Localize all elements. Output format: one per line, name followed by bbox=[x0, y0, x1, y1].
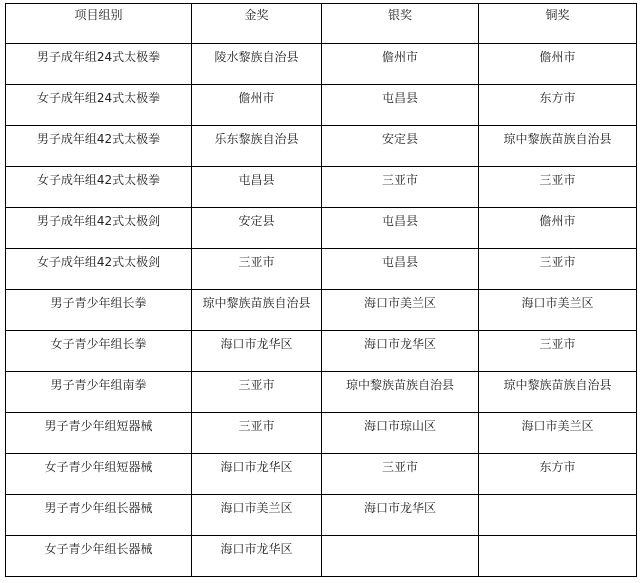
cell-silver: 琼中黎族苗族自治县 bbox=[322, 372, 479, 413]
table-row bbox=[6, 495, 637, 536]
cell-gold: 陵水黎族自治县 bbox=[192, 44, 322, 85]
cell-event: 女子成年组42式太极拳 bbox=[6, 167, 192, 208]
cell-gold: 海口市龙华区 bbox=[192, 331, 322, 372]
header-silver: 银奖 bbox=[322, 4, 479, 44]
table-row bbox=[6, 331, 637, 372]
cell-gold: 三亚市 bbox=[192, 372, 322, 413]
cell-event: 男子青少年组长器械 bbox=[6, 495, 192, 536]
cell-gold: 乐东黎族自治县 bbox=[192, 126, 322, 167]
cell-bronze: 琼中黎族苗族自治县 bbox=[479, 126, 637, 167]
cell-gold: 三亚市 bbox=[192, 413, 322, 454]
cell-bronze: 东方市 bbox=[479, 454, 637, 495]
header-bronze: 铜奖 bbox=[479, 4, 637, 44]
header-gold: 金奖 bbox=[192, 4, 322, 44]
cell-bronze: 儋州市 bbox=[479, 44, 637, 85]
cell-bronze: 海口市美兰区 bbox=[479, 290, 637, 331]
cell-silver: 屯昌县 bbox=[322, 85, 479, 126]
cell-event: 女子成年组24式太极拳 bbox=[6, 85, 192, 126]
cell-silver: 安定县 bbox=[322, 126, 479, 167]
table-row bbox=[6, 85, 637, 126]
cell-silver: 海口市龙华区 bbox=[322, 495, 479, 536]
table-row bbox=[6, 372, 637, 413]
cell-event: 男子青少年组短器械 bbox=[6, 413, 192, 454]
cell-event: 男子青少年组长拳 bbox=[6, 290, 192, 331]
cell-event: 女子青少年组长拳 bbox=[6, 331, 192, 372]
cell-silver bbox=[322, 536, 479, 577]
table-row bbox=[6, 208, 637, 249]
cell-bronze bbox=[479, 495, 637, 536]
table-row bbox=[6, 536, 637, 577]
table-row bbox=[6, 454, 637, 495]
cell-bronze bbox=[479, 536, 637, 577]
table-row bbox=[6, 126, 637, 167]
cell-bronze: 三亚市 bbox=[479, 167, 637, 208]
cell-bronze: 儋州市 bbox=[479, 208, 637, 249]
cell-silver: 屯昌县 bbox=[322, 208, 479, 249]
table-header-row bbox=[6, 4, 637, 44]
table-row bbox=[6, 249, 637, 290]
cell-bronze: 海口市美兰区 bbox=[479, 413, 637, 454]
cell-gold: 海口市龙华区 bbox=[192, 536, 322, 577]
cell-gold: 儋州市 bbox=[192, 85, 322, 126]
cell-silver: 海口市琼山区 bbox=[322, 413, 479, 454]
cell-bronze: 东方市 bbox=[479, 85, 637, 126]
cell-silver: 三亚市 bbox=[322, 167, 479, 208]
cell-event: 女子青少年组长器械 bbox=[6, 536, 192, 577]
cell-silver: 海口市龙华区 bbox=[322, 331, 479, 372]
cell-silver: 三亚市 bbox=[322, 454, 479, 495]
header-event-group: 项目组别 bbox=[6, 4, 192, 44]
cell-gold: 琼中黎族苗族自治县 bbox=[192, 290, 322, 331]
cell-bronze: 琼中黎族苗族自治县 bbox=[479, 372, 637, 413]
table-row bbox=[6, 44, 637, 85]
cell-silver: 屯昌县 bbox=[322, 249, 479, 290]
cell-silver: 儋州市 bbox=[322, 44, 479, 85]
cell-gold: 安定县 bbox=[192, 208, 322, 249]
cell-gold: 屯昌县 bbox=[192, 167, 322, 208]
cell-event: 女子成年组42式太极剑 bbox=[6, 249, 192, 290]
cell-event: 男子成年组42式太极剑 bbox=[6, 208, 192, 249]
table-row bbox=[6, 413, 637, 454]
cell-bronze: 三亚市 bbox=[479, 249, 637, 290]
cell-gold: 海口市美兰区 bbox=[192, 495, 322, 536]
table-row bbox=[6, 167, 637, 208]
cell-bronze: 三亚市 bbox=[479, 331, 637, 372]
table-row bbox=[6, 290, 637, 331]
medal-table bbox=[5, 3, 637, 577]
cell-event: 男子成年组42式太极拳 bbox=[6, 126, 192, 167]
cell-gold: 海口市龙华区 bbox=[192, 454, 322, 495]
cell-silver: 海口市美兰区 bbox=[322, 290, 479, 331]
cell-event: 男子青少年组南拳 bbox=[6, 372, 192, 413]
cell-event: 男子成年组24式太极拳 bbox=[6, 44, 192, 85]
cell-event: 女子青少年组短器械 bbox=[6, 454, 192, 495]
cell-gold: 三亚市 bbox=[192, 249, 322, 290]
